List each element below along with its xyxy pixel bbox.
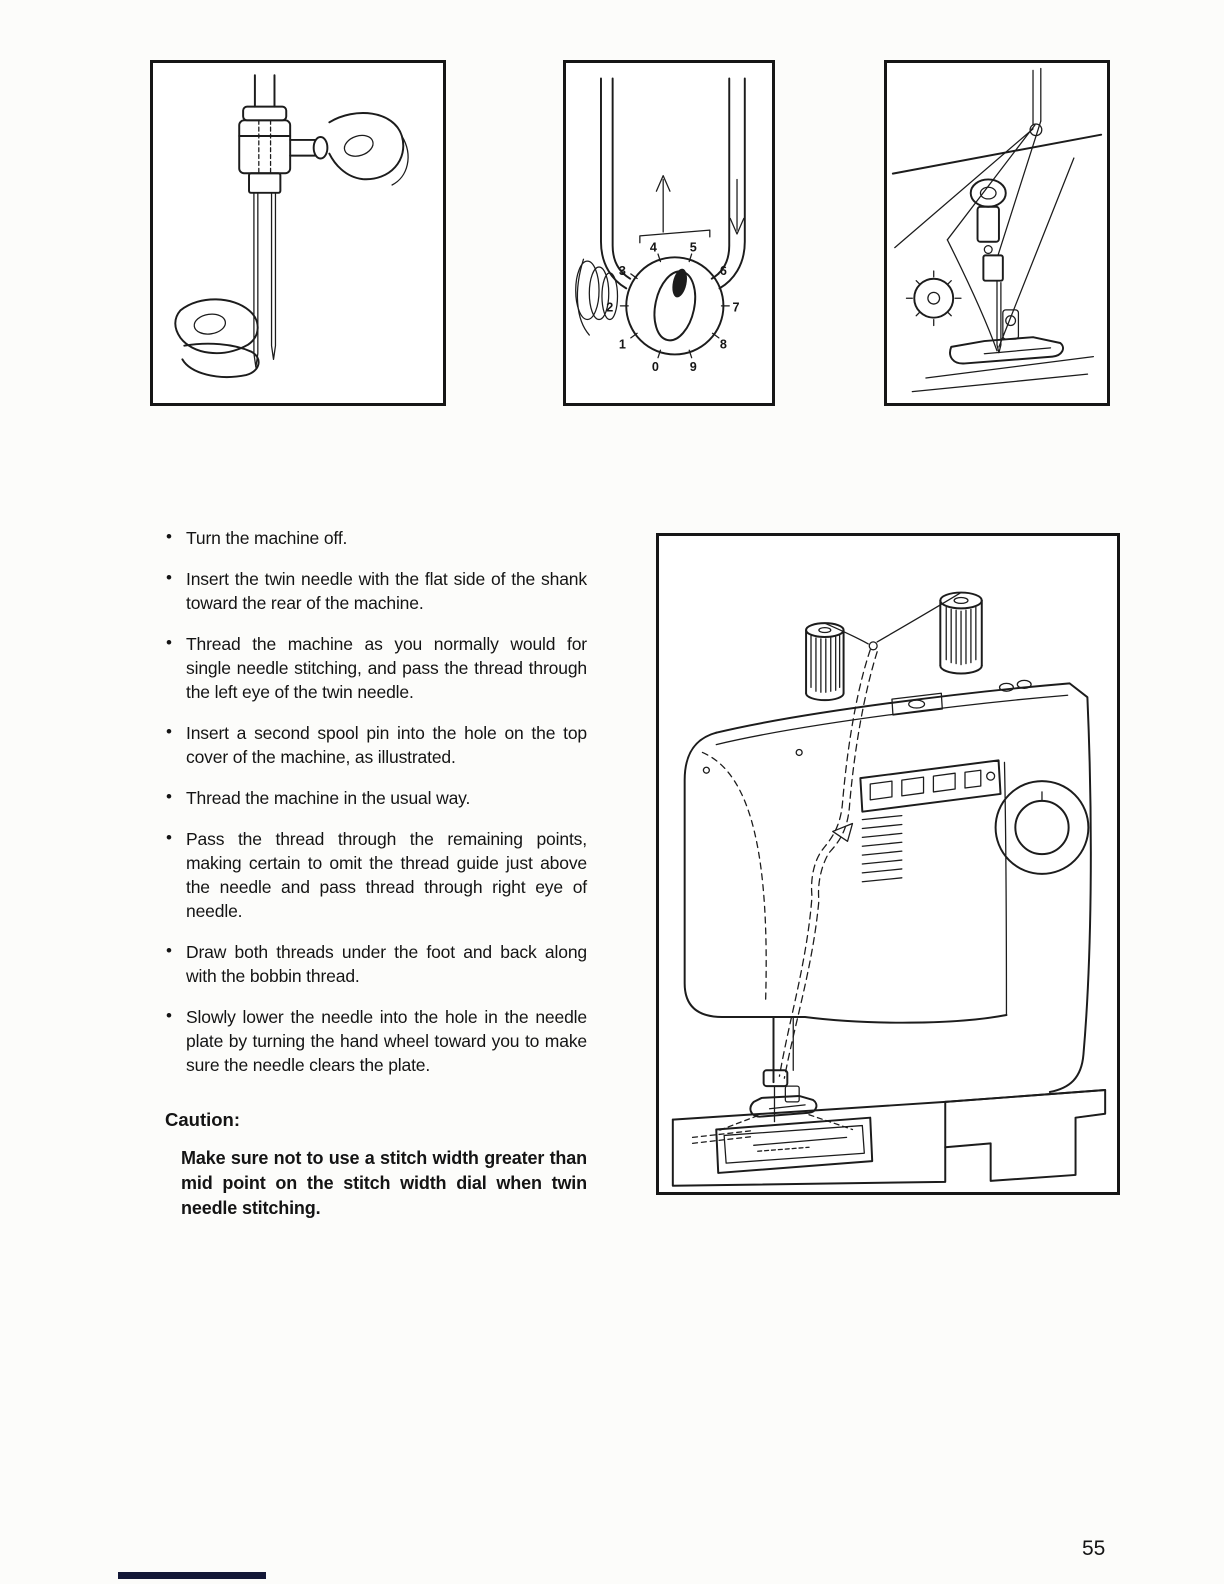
stitch-width-dial-illustration	[566, 63, 772, 403]
machine-body	[685, 683, 1091, 1092]
instruction-column	[165, 526, 587, 1221]
dial-number: 3	[618, 263, 626, 278]
tension-discs	[576, 259, 618, 335]
dial-number: 7	[732, 300, 740, 315]
instruction-item	[165, 632, 587, 704]
down-arrow-icon	[730, 180, 744, 234]
machine-base	[673, 1090, 1105, 1186]
instruction-text: Turn the machine off.	[186, 528, 348, 548]
instruction-item	[165, 827, 587, 923]
instruction-text: Thread the machine as you normally would for single needle stitching, and pass the thread through the left eye of the twin needle.	[186, 634, 587, 702]
figure-sewing-machine	[656, 533, 1120, 1195]
needle-clamp	[239, 120, 290, 173]
page-number: 55	[1082, 1537, 1106, 1560]
caution-text: Make sure not to use a stitch width greater than mid point on the stitch width dial when twin needle stitching.	[181, 1148, 587, 1218]
needle-bar	[243, 75, 286, 120]
top-thread	[1030, 68, 1042, 135]
instruction-item	[165, 786, 587, 810]
bullet-icon: •	[166, 722, 172, 741]
stitch-selector-panel	[860, 760, 1000, 811]
stitch-width-dial	[606, 230, 739, 374]
instruction-item	[165, 940, 587, 988]
dial-number: 9	[689, 359, 697, 374]
bullet-icon: •	[166, 568, 172, 587]
needle-bar-assembly	[971, 179, 1006, 280]
top-cover-details	[892, 680, 1031, 715]
instruction-text: Insert the twin needle with the flat side of the shank toward the rear of the machine.	[186, 569, 587, 613]
instruction-text: Pass the thread through the remaining points, making certain to omit the thread guide just above the needle and pass thread through right eye of needle.	[186, 829, 587, 921]
dial-number: 4	[649, 240, 657, 255]
holding-fingers	[175, 299, 258, 377]
tension-knob	[906, 271, 961, 326]
instruction-item	[165, 1005, 587, 1077]
left-spool	[806, 623, 844, 700]
figure-stitch-width-dial	[563, 60, 775, 406]
dial-number: 5	[689, 240, 697, 255]
instruction-item	[165, 526, 587, 550]
sewing-machine-illustration	[659, 536, 1117, 1192]
instruction-text: Insert a second spool pin into the hole on the top cover of the machine, as illustrated.	[186, 723, 587, 767]
instruction-text: Draw both threads under the foot and back along with the bobbin thread.	[186, 942, 587, 986]
scan-artifact-bar	[118, 1572, 266, 1579]
figure-twin-needle-insertion	[150, 60, 446, 406]
fabric-lines	[912, 357, 1093, 392]
right-spool	[940, 593, 981, 674]
instruction-text: Slowly lower the needle into the hole in the needle plate by turning the hand wheel toward you to make sure the needle clears the plate.	[186, 1007, 587, 1075]
needle-threading-illustration	[887, 63, 1107, 403]
bullet-icon: •	[166, 1006, 172, 1025]
caution-section	[165, 1109, 587, 1221]
figure-needle-threading	[884, 60, 1110, 406]
dial-number: 2	[606, 300, 614, 315]
bullet-icon: •	[166, 787, 172, 806]
dial-number: 8	[719, 337, 727, 352]
dial-number: 1	[618, 337, 626, 352]
dial-number: 0	[651, 359, 659, 374]
instruction-text: Thread the machine in the usual way.	[186, 788, 471, 808]
twin-needle-illustration	[153, 63, 443, 403]
bullet-icon: •	[166, 527, 172, 546]
instruction-list	[165, 526, 587, 1077]
presser-foot	[950, 281, 1063, 364]
dial-number: 6	[719, 263, 727, 278]
instruction-item	[165, 567, 587, 615]
needle-area	[716, 1017, 852, 1131]
bullet-icon: •	[166, 633, 172, 652]
thread-lines	[895, 121, 1074, 351]
bullet-icon: •	[166, 941, 172, 960]
clamp-screw	[290, 137, 327, 159]
pushing-thumb	[329, 113, 408, 185]
instruction-item	[165, 721, 587, 769]
caution-heading: Caution:	[165, 1109, 241, 1130]
up-arrow-icon	[656, 176, 670, 232]
bullet-icon: •	[166, 828, 172, 847]
hand-wheel	[996, 781, 1089, 874]
vent-grille	[862, 816, 901, 882]
